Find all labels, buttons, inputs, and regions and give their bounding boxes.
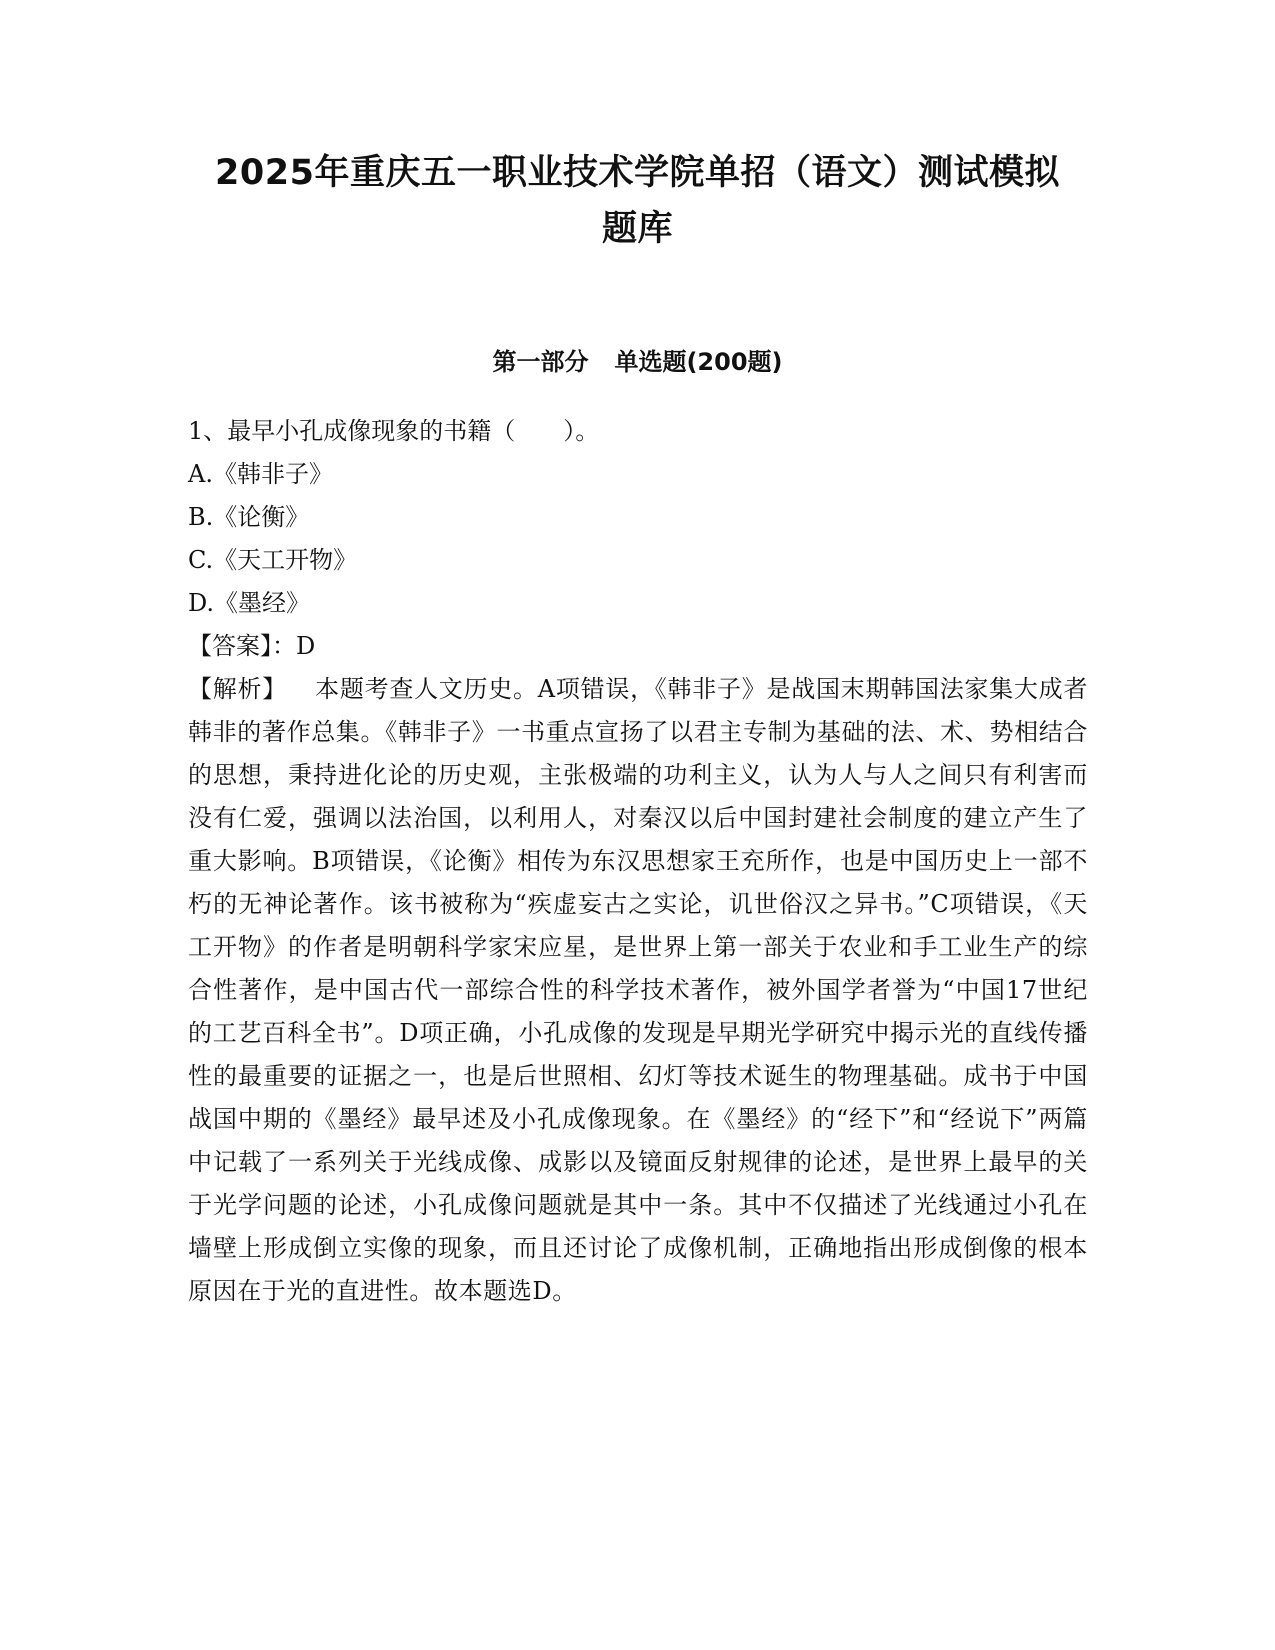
option-c: C.《天工开物》: [188, 546, 358, 574]
section-name: 单选题(200题): [614, 348, 783, 376]
question-block: [188, 410, 1088, 1313]
answer-line: [188, 625, 1088, 668]
option-d: D.《墨经》: [188, 589, 311, 617]
analysis-label: 【解析】: [188, 675, 287, 703]
title-line-1: 2025年重庆五一职业技术学院单招（语文）测试模拟: [215, 153, 1060, 193]
analysis-paragraph: [188, 668, 1088, 1313]
answer-value: D: [296, 632, 316, 660]
section-part: 第一部分: [492, 348, 589, 376]
answer-label: 【答案】：: [188, 632, 296, 660]
option-a: A.《韩非子》: [188, 460, 333, 488]
analysis-text: 本题考查人文历史。A项错误，《韩非子》是战国末期韩国法家集大成者韩非的著作总集。《韩非子》一书重点宣扬了以君主专制为基础的法、术、势相结合的思想，秉持进化论的历史观，主张极端的功利主义，认为人与人之间只有利害而没有仁爱，强调以法治国，以利用人，对秦汉以后中国封建社会制度的建立产生了重大影响。B项错误，《论衡》相传为东汉思想家王充所作，也是中国历史上一部不朽的无神论著作。该书被称为“疾虚妄古之实论，讥世俗汉之异书。”C项错误，《天工开物》的作者是明朝科学家宋应星，是世界上第一部关于农业和手工业生产的综合性著作，是中国古代一部综合性的科学技术著作，被外国学者誉为“中国17世纪的工艺百科全书”。D项正确，小孔成像的发现是早期光学研究中揭示光的直线传播性的最重要的证据之一，也是后世照相、幻灯等技术诞生的物理基础。成书于中国战国中期的《墨经》最早述及小孔成像现象。在《墨经》的“经下”和“经说下”两篇中记载了一系列关于光线成像、成影以及镜面反射规律的论述，是世界上最早的关于光学问题的论述，小孔成像问题就是其中一条。其中不仅描述了光线通过小孔在墙壁上形成倒立实像的现象，而且还讨论了成像机制，正确地指出形成倒像的根本原因在于光的直进性。故本题选D。: [188, 675, 1088, 1305]
question-stem: 1、最早小孔成像现象的书籍（ ）。: [188, 417, 600, 445]
section-heading: [160, 345, 1115, 379]
title-line-2: 题库: [601, 209, 673, 249]
document-title: [160, 145, 1115, 257]
option-b: B.《论衡》: [188, 503, 310, 531]
